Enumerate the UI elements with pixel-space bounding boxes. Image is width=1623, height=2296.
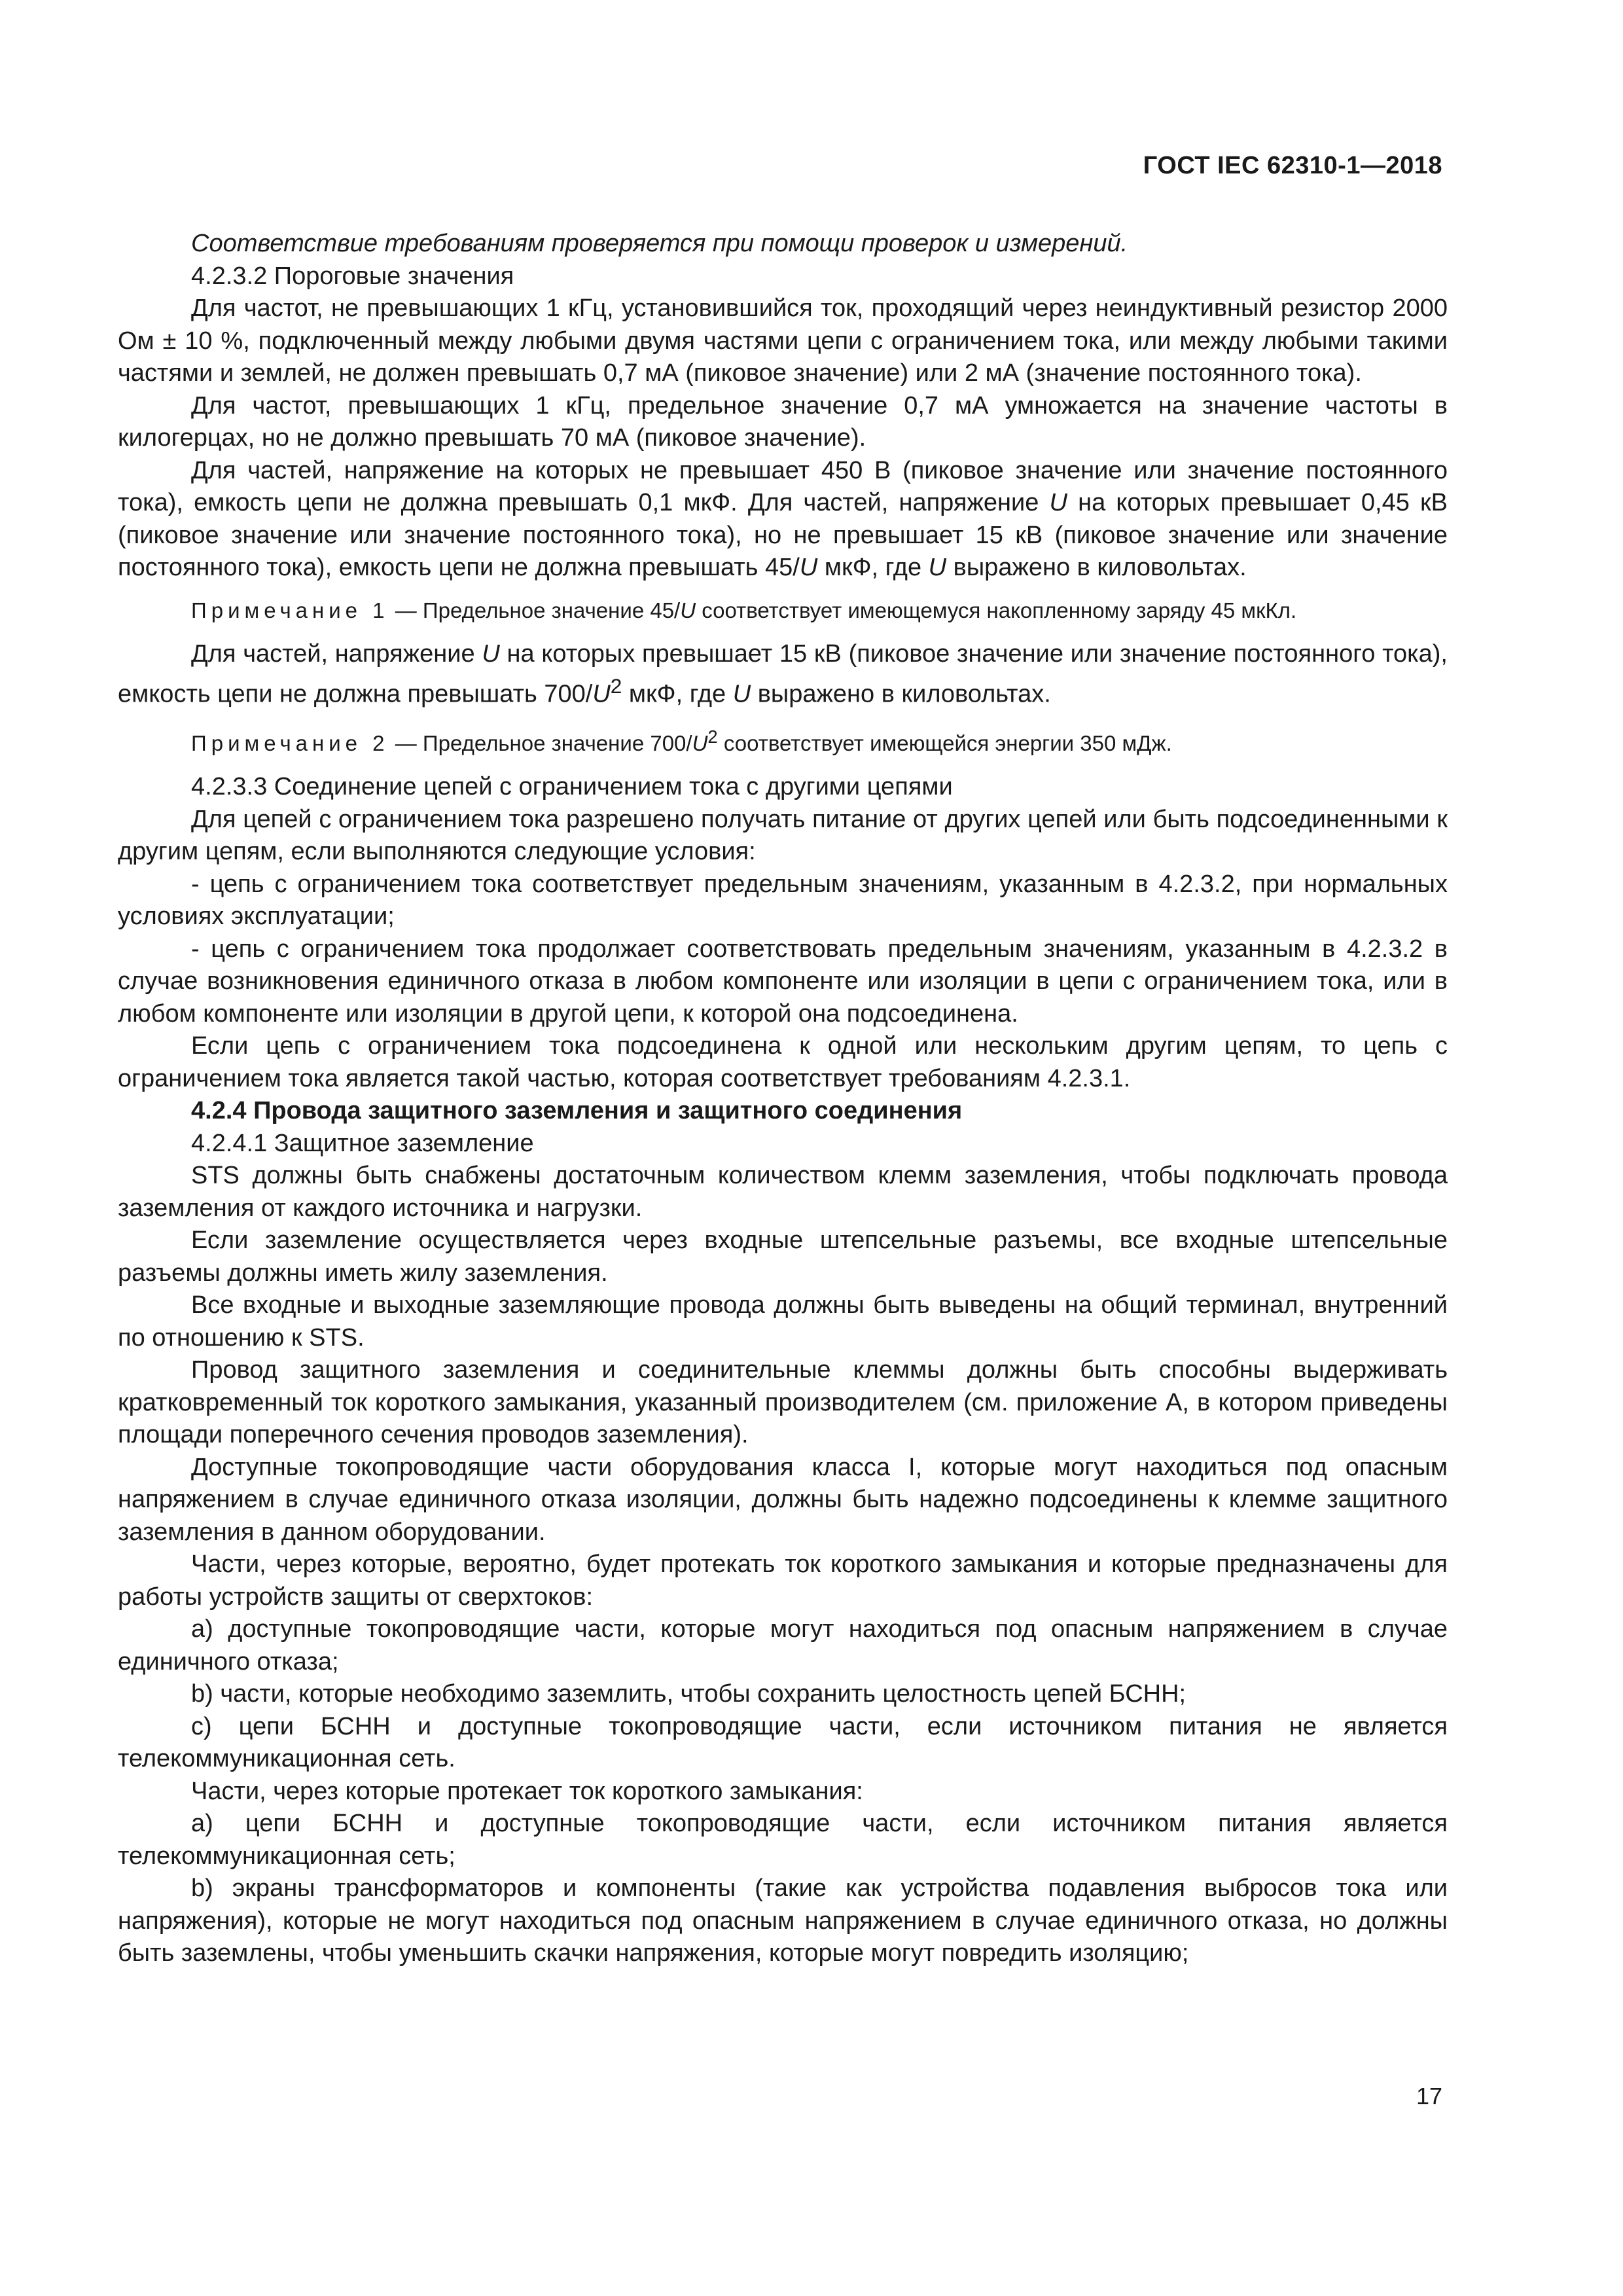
paragraph: а) цепи БСНН и доступные токопроводящие части, если источником питания является телекоммуникационная сеть; xyxy=(118,1810,1448,1870)
paragraph: Доступные токопроводящие части оборудования класса I, которые могут находиться под опасным напряжением в случае единичного отказа изоляции, должны быть надежно подсоединены к клемме защитного заземления в данном оборудовании. xyxy=(118,1453,1448,1546)
document-body xyxy=(118,228,1448,1970)
paragraph: STS должны быть снабжены достаточным количеством клемм заземления, чтобы подключать провода заземления от каждого источника и нагрузки. xyxy=(118,1162,1448,1222)
paragraph: - цепь с ограничением тока продолжает соответствовать предельным значениям, указанным в 4.2.3.2 в случае возникновения единичного отказа в любом компоненте или изоляции в цепи с ограничением тока, или в любом компоненте или изоляции в другой цепи, к которой она подсоединена. xyxy=(118,935,1448,1028)
paragraph: а) доступные токопроводящие части, которые могут находиться под опасным напряжением в случае единичного отказа; xyxy=(118,1615,1448,1676)
note-label: Примечание 2 xyxy=(191,731,389,756)
paragraph: Для частей, напряжение на которых не превышает 450 В (пиковое значение или значение постоянного тока), емкость цепи не должна превышать 0,1 мкФ. Для частей, напряжение U на которых превышает 0,45 кВ (пиковое значение или значение постоянного тока), но не превышает 15 кВ (пиковое значение или значение постоянного тока), емкость цепи не должна превышать 45/U мкФ, где U выражено в киловольтах. xyxy=(118,456,1448,581)
paragraph: c) цепи БСНН и доступные токопроводящие части, если источником питания не является телекоммуникационная сеть. xyxy=(118,1712,1448,1773)
paragraph: Для частей, напряжение U на которых превышает 15 кВ (пиковое значение или значение постоянного тока), емкость цепи не должна превышать $700/U^2$ мкФ, где U выражено в киловольтах. xyxy=(118,639,1448,708)
paragraph: Если заземление осуществляется через входные штепсельные разъемы, все входные штепсельные разъемы должны иметь жилу заземления. xyxy=(118,1227,1448,1287)
paragraph: Все входные и выходные заземляющие провода должны быть выведены на общий терминал, внутренний по отношению к STS. xyxy=(118,1291,1448,1352)
note-label: Примечание 1 xyxy=(191,598,389,622)
note xyxy=(118,723,1448,758)
paragraph: Для цепей с ограничением тока разрешено получать питание от других цепей или быть подсоединенными к другим цепям, если выполняются следующие условия: xyxy=(118,805,1448,866)
paragraph: Части, через которые протекает ток короткого замыкания: xyxy=(191,1777,863,1805)
note-text: — Предельное значение $700/U^2$ соответствует имеющейся энергии 350 мДж. xyxy=(389,726,1172,756)
paragraph: Если цепь с ограничением тока подсоединена к одной или нескольким другим цепям, то цепь с ограничением тока является такой частью, которая соответствует требованиям 4.2.3.1. xyxy=(118,1032,1448,1092)
note-text: — Предельное значение 45/U соответствует имеющемуся накопленному заряду 45 мкКл. xyxy=(389,598,1297,622)
page-number: 17 xyxy=(1416,2083,1442,2109)
paragraph: b) части, которые необходимо заземлить, чтобы сохранить целостность цепей БСНН; xyxy=(191,1680,1186,1708)
paragraph: Части, через которые, вероятно, будет протекать ток короткого замыкания и которые предназначены для работы устройств защиты от сверхтоков: xyxy=(118,1551,1448,1611)
section-heading: 4.2.4 Провода защитного заземления и защитного соединения xyxy=(191,1097,963,1125)
note xyxy=(118,596,1448,625)
paragraph: 4.2.3.3 Соединение цепей с ограничением тока с другими цепями xyxy=(191,773,953,801)
paragraph-italic: Соответствие требованиям проверяется при помощи проверок и измерений. xyxy=(191,230,1128,257)
document-header: ГОСТ IEC 62310-1—2018 xyxy=(1143,152,1442,179)
paragraph: Для частот, не превышающих 1 кГц, установившийся ток, проходящий через неиндуктивный резистор 2000 Ом ± 10 %, подключенный между любыми двумя частями цепи с ограничением тока, или между любыми такими частями и землей, не должен превышать 0,7 мА (пиковое значение) или 2 мА (значение постоянного тока). xyxy=(118,295,1448,387)
paragraph: b) экраны трансформаторов и компоненты (такие как устройства подавления выбросов тока или напряжения), которые не могут находиться под опасным напряжением в случае единичного отказа, но должны быть заземлены, чтобы уменьшить скачки напряжения, которые могут повредить изоляцию; xyxy=(118,1874,1448,1967)
paragraph: 4.2.3.2 Пороговые значения xyxy=(191,262,514,290)
paragraph: Для частот, превышающих 1 кГц, предельное значение 0,7 мА умножается на значение частоты в килогерцах, но не должно превышать 70 мА (пиковое значение). xyxy=(118,391,1448,452)
paragraph: Провод защитного заземления и соединительные клеммы должны быть способны выдерживать кратковременный ток короткого замыкания, указанный производителем (см. приложение А, в котором приведены площади поперечного сечения проводов заземления). xyxy=(118,1356,1448,1449)
paragraph: - цепь с ограничением тока соответствует предельным значениям, указанным в 4.2.3.2, при нормальных условиях эксплуатации; xyxy=(118,870,1448,931)
paragraph: 4.2.4.1 Защитное заземление xyxy=(191,1129,534,1157)
